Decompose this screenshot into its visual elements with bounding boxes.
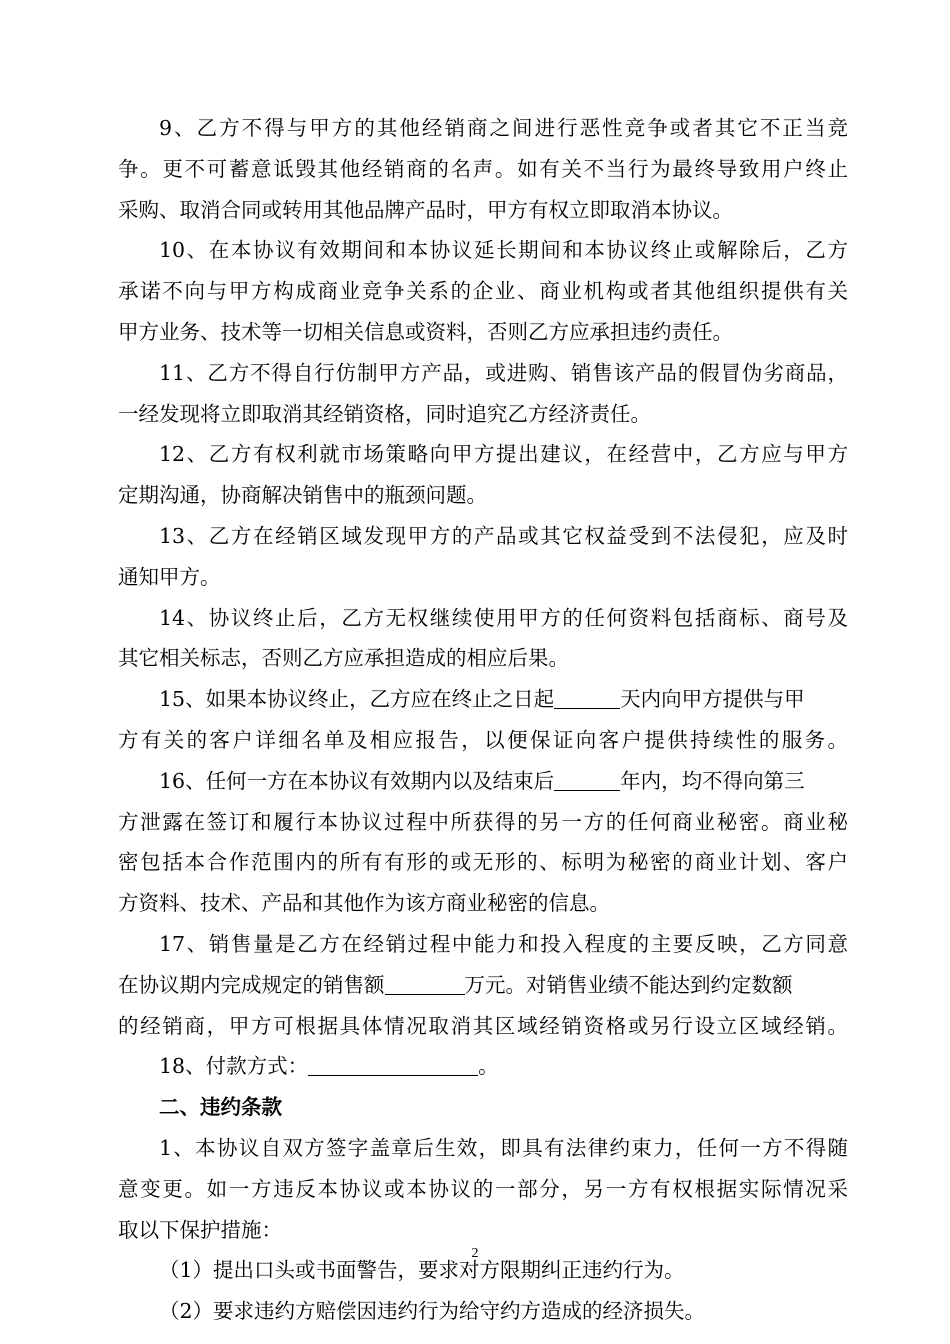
measure-item-1: （1）提出口头或书面警告，要求对方限期纠正违约行为。	[159, 1258, 685, 1283]
sales-amount-blank	[385, 970, 465, 995]
clause-14-line-1: 14、协议终止后，乙方无权继续使用甲方的任何资料包括商标、商号及	[159, 605, 848, 630]
breach-clause-1-line-2: 意变更。如一方违反本协议或本协议的一部分，另一方有权根据实际情况采	[118, 1176, 848, 1201]
clause-16-line-2: 方泄露在签订和履行本协议过程中所获得的另一方的任何商业秘密。商业秘	[118, 809, 848, 834]
days-blank	[554, 684, 620, 709]
page-number: 2	[471, 1246, 479, 1261]
clause-17-text-b: 万元。对销售业绩不能达到约定数额	[464, 972, 793, 997]
clause-11-line-1: 11、乙方不得自行仿制甲方产品，或进购、销售该产品的假冒伪劣商品，	[159, 360, 848, 385]
document-page	[118, 108, 848, 1332]
clause-18-text-a: 18、付款方式：	[159, 1054, 309, 1079]
clause-15-text-b: 天内向甲方提供与甲	[620, 687, 805, 712]
clause-17-line-2	[118, 965, 848, 1006]
clause-17-text-a: 在协议期内完成规定的销售额	[118, 972, 385, 997]
section-heading: 二、违约条款	[159, 1095, 282, 1120]
clause-9-line-3: 采购、取消合同或转用其他品牌产品时，甲方有权立即取消本协议。	[118, 197, 733, 222]
clause-15-line-1	[118, 679, 848, 720]
clause-10-line-2: 承诺不向与甲方构成商业竞争关系的企业、商业机构或者其他组织提供有关	[118, 279, 848, 304]
clause-16-line-4: 方资料、技术、产品和其他作为该方商业秘密的信息。	[118, 891, 610, 916]
years-blank	[554, 766, 620, 791]
payment-method-blank	[308, 1051, 478, 1076]
clause-9-line-2: 争。更不可蓄意诋毁其他经销商的名声。如有关不当行为最终导致用户终止	[118, 156, 848, 181]
clause-13-line-1: 13、乙方在经销区域发现甲方的产品或其它权益受到不法侵犯，应及时	[159, 523, 848, 548]
clause-16-text-b: 年内，均不得向第三	[620, 768, 805, 793]
clause-16-line-3: 密包括本合作范围内的所有有形的或无形的、标明为秘密的商业计划、客户	[118, 850, 848, 875]
clause-13-line-2: 通知甲方。	[118, 564, 221, 589]
clause-17-line-3: 的经销商，甲方可根据具体情况取消其区域经销资格或另行设立区域经销。	[118, 1013, 848, 1038]
clause-17-line-1: 17、销售量是乙方在经销过程中能力和投入程度的主要反映，乙方同意	[159, 931, 848, 956]
clause-16-text-a: 16、任何一方在本协议有效期内以及结束后	[159, 768, 555, 793]
clause-18-line-1	[118, 1046, 848, 1087]
clause-12-line-1: 12、乙方有权利就市场策略向甲方提出建议，在经营中，乙方应与甲方	[159, 442, 848, 467]
clause-11-line-2: 一经发现将立即取消其经销资格，同时追究乙方经济责任。	[118, 401, 651, 426]
clause-18-text-b: 。	[478, 1054, 499, 1079]
clause-16-line-1	[118, 761, 848, 802]
clause-10-line-1: 10、在本协议有效期间和本协议延长期间和本协议终止或解除后，乙方	[159, 238, 848, 263]
clause-10-line-3: 甲方业务、技术等一切相关信息或资料，否则乙方应承担违约责任。	[118, 319, 733, 344]
clause-12-line-2: 定期沟通，协商解决销售中的瓶颈问题。	[118, 483, 487, 508]
clause-14-line-2: 其它相关标志，否则乙方应承担造成的相应后果。	[118, 646, 569, 671]
breach-clause-1-line-3: 取以下保护措施：	[118, 1217, 282, 1242]
clause-15-text-a: 15、如果本协议终止，乙方应在终止之日起	[159, 687, 555, 712]
measure-item-2: （2）要求违约方赔偿因违约行为给守约方造成的经济损失。	[159, 1299, 706, 1324]
breach-clause-1-line-1: 1、本协议自双方签字盖章后生效，即具有法律约束力，任何一方不得随	[159, 1135, 848, 1160]
clause-15-line-2: 方有关的客户详细名单及相应报告，以便保证向客户提供持续性的服务。	[118, 727, 848, 752]
clause-9-line-1: 9、乙方不得与甲方的其他经销商之间进行恶性竞争或者其它不正当竞	[159, 116, 848, 140]
